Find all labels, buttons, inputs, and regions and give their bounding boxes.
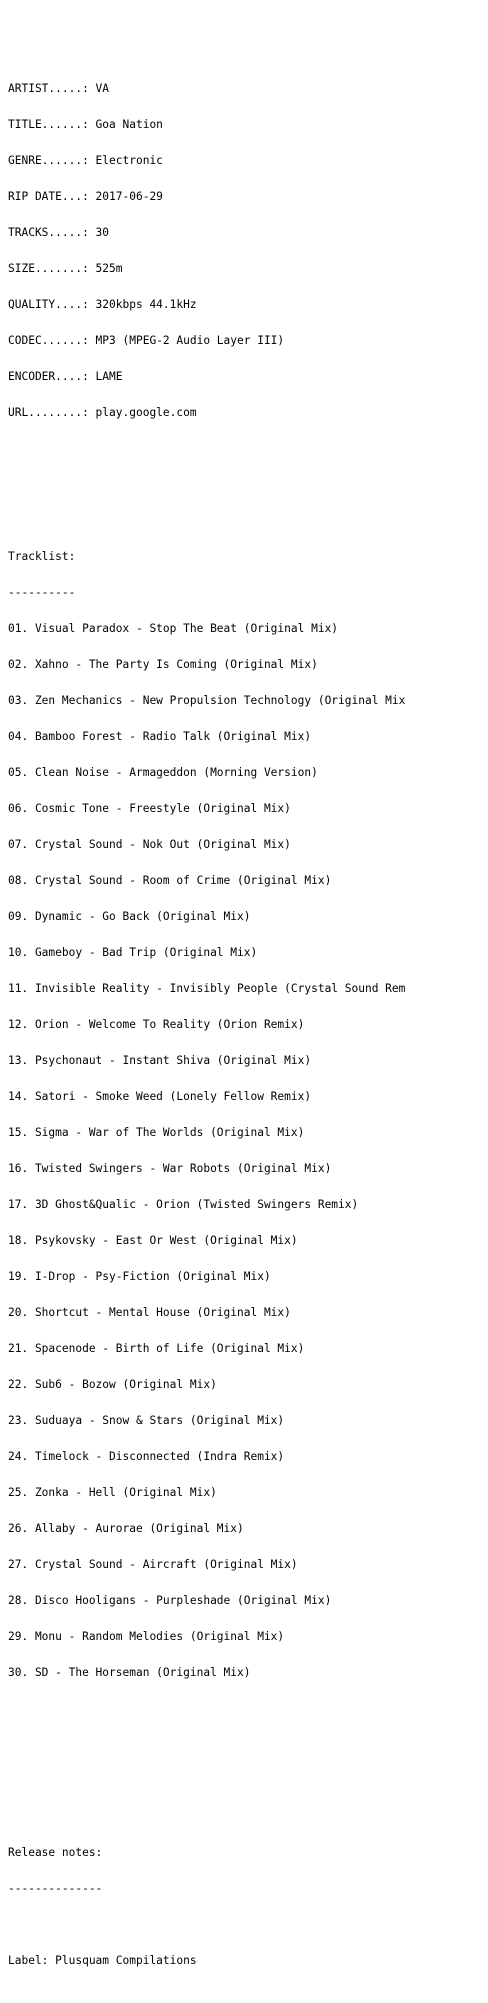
track-04: 04. Bamboo Forest - Radio Talk (Original Mix) xyxy=(8,730,312,743)
spacer xyxy=(8,1739,488,1751)
track-10: 10. Gameboy - Bad Trip (Original Mix) xyxy=(8,946,258,959)
tracks-count-line: TRACKS.....: 30 xyxy=(8,226,110,239)
tracklist-rule: ---------- xyxy=(8,586,76,599)
track-21: 21. Spacenode - Birth of Life (Original Mix) xyxy=(8,1342,305,1355)
artist-line: ARTIST.....: VA xyxy=(8,82,110,95)
spacer xyxy=(8,1919,488,1931)
track-06: 06. Cosmic Tone - Freestyle (Original Mix) xyxy=(8,802,291,815)
track-30: 30. SD - The Horseman (Original Mix) xyxy=(8,1666,251,1679)
quality-line: QUALITY....: 320kbps 44.1kHz xyxy=(8,298,197,311)
track-28: 28. Disco Hooligans - Purpleshade (Original Mix) xyxy=(8,1594,332,1607)
track-20: 20. Shortcut - Mental House (Original Mix) xyxy=(8,1306,291,1319)
track-02: 02. Xahno - The Party Is Coming (Original Mix) xyxy=(8,658,318,671)
label-line: Label: Plusquam Compilations xyxy=(8,1954,197,1967)
track-03: 03. Zen Mechanics - New Propulsion Technology (Original Mix xyxy=(8,694,406,707)
genre-line: GENRE......: Electronic xyxy=(8,154,163,167)
track-05: 05. Clean Noise - Armageddon (Morning Version) xyxy=(8,766,318,779)
track-16: 16. Twisted Swingers - War Robots (Original Mix) xyxy=(8,1162,332,1175)
track-29: 29. Monu - Random Melodies (Original Mix) xyxy=(8,1630,285,1643)
track-08: 08. Crystal Sound - Room of Crime (Original Mix) xyxy=(8,874,332,887)
url-line: URL........: play.google.com xyxy=(8,406,197,419)
release-info xyxy=(8,59,488,443)
release-notes-section xyxy=(8,1823,488,1991)
tracklist-heading: Tracklist: xyxy=(8,550,76,563)
track-09: 09. Dynamic - Go Back (Original Mix) xyxy=(8,910,251,923)
spacer xyxy=(8,479,488,491)
track-22: 22. Sub6 - Bozow (Original Mix) xyxy=(8,1378,217,1391)
track-14: 14. Satori - Smoke Weed (Lonely Fellow Remix) xyxy=(8,1090,312,1103)
size-line: SIZE.......: 525m xyxy=(8,262,123,275)
track-23: 23. Suduaya - Snow & Stars (Original Mix) xyxy=(8,1414,285,1427)
track-25: 25. Zonka - Hell (Original Mix) xyxy=(8,1486,217,1499)
title-line: TITLE......: Goa Nation xyxy=(8,118,163,131)
track-01: 01. Visual Paradox - Stop The Beat (Original Mix) xyxy=(8,622,339,635)
track-26: 26. Allaby - Aurorae (Original Mix) xyxy=(8,1522,244,1535)
track-13: 13. Psychonaut - Instant Shiva (Original Mix) xyxy=(8,1054,312,1067)
track-19: 19. I-Drop - Psy-Fiction (Original Mix) xyxy=(8,1270,271,1283)
track-18: 18. Psykovsky - East Or West (Original Mix) xyxy=(8,1234,298,1247)
codec-line: CODEC......: MP3 (MPEG-2 Audio Layer III) xyxy=(8,334,285,347)
track-11: 11. Invisible Reality - Invisibly People (Crystal Sound Rem xyxy=(8,982,406,995)
track-15: 15. Sigma - War of The Worlds (Original Mix) xyxy=(8,1126,305,1139)
encoder-line: ENCODER....: LAME xyxy=(8,370,123,383)
track-07: 07. Crystal Sound - Nok Out (Original Mix) xyxy=(8,838,291,851)
track-12: 12. Orion - Welcome To Reality (Orion Remix) xyxy=(8,1018,305,1031)
release-notes-heading: Release notes: xyxy=(8,1846,103,1859)
spacer xyxy=(8,1775,488,1787)
release-notes-rule: -------------- xyxy=(8,1882,103,1895)
nfo-document xyxy=(8,35,488,2003)
track-17: 17. 3D Ghost&Qualic - Orion (Twisted Swingers Remix) xyxy=(8,1198,359,1211)
track-24: 24. Timelock - Disconnected (Indra Remix) xyxy=(8,1450,285,1463)
tracklist-section xyxy=(8,527,488,1703)
track-27: 27. Crystal Sound - Aircraft (Original Mix) xyxy=(8,1558,298,1571)
rip-date-line: RIP DATE...: 2017-06-29 xyxy=(8,190,163,203)
